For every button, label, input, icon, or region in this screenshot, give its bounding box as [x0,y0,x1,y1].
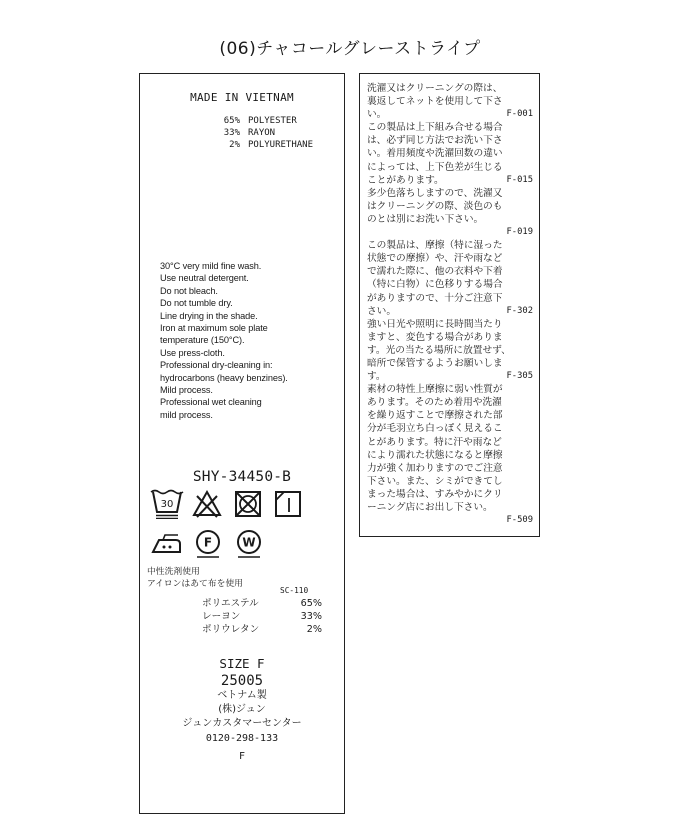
fiber-pct: 65% [223,116,240,126]
line-dry-shade-icon [274,490,302,518]
fiber-pct: 33% [223,128,240,138]
warning-line: まった場合は、すみやかにクリ [367,488,503,500]
maker-line: ジュンカスタマーセンター [182,718,302,730]
care-line: 30°C very mild fine wash. [160,261,262,271]
warning-line: 状態での摩擦）や、汗や雨など [367,253,503,265]
warning-text-span: ことがあります。 [367,174,444,186]
warning-line: のとは別にお洗い下さい。 [367,213,484,225]
warning-text-span: さい。 [367,305,397,317]
warning-line: ーニング店にお出し下さい。 [367,502,493,513]
fiber-row [210,127,340,139]
f-mark: F [238,751,246,762]
material-pct: 33% [300,611,322,622]
fiber-name: RAYON [248,128,276,138]
fiber-row [210,139,340,151]
warning-line: この製品は、摩擦（特に湿った [367,240,503,252]
warning-code: F-019 [506,227,533,238]
wet-clean-w-icon [234,529,264,559]
warning-line: この製品は上下組み合せる場合 [367,122,503,134]
warning-code: F-001 [506,109,533,120]
fiber-row [210,115,340,127]
page-title: (06)チャコールグレーストライプ [219,39,481,59]
warning-line [367,108,533,121]
maker-line: (株)ジュン [218,704,266,716]
iron-medium-icon [150,532,184,556]
care-line: temperature (150°C). [160,335,245,346]
warning-line [367,305,533,318]
warning-line [367,174,533,187]
fiber-pct: 2% [229,140,240,150]
care-line: Iron at maximum sole plate [160,323,268,334]
composition-jp [202,597,322,636]
wet-clean-letter: W [242,535,256,550]
care-line: Do not bleach. [160,285,218,296]
warning-line: により濡れた状態になると摩擦 [367,449,503,461]
composition-row [202,597,322,610]
care-line: mild process. [160,409,213,420]
care-label-left [139,73,345,814]
phone-number: 0120-298-133 [205,732,279,744]
maker-line: ベトナム製 [217,690,267,701]
fiber-name: POLYURETHANE [248,140,314,150]
care-line: Use press-cloth. [160,347,225,358]
composition-row [202,610,322,623]
warning-code: F-305 [506,371,533,382]
warning-line: 下さい。また、シミができてし [367,475,503,487]
care-line: hydrocarbons (heavy benzines). [160,372,288,383]
warning-text-span: い。 [367,109,387,121]
size-label: SIZE F [219,656,265,671]
warning-line: 多少色落ちしますので、洗濯又 [367,187,503,199]
warning-line: 裏返してネットを使用して下さ [367,96,503,108]
warning-line: ますと、変色する場合がありま [367,331,503,343]
warning-code: F-302 [506,305,533,316]
dry-clean-letter: F [203,535,213,550]
warning-line: 強い日光や照明に長時間当たり [367,318,503,330]
care-line: Use neutral detergent. [160,273,249,284]
warning-line: がありますので、十分ご注意下 [367,292,503,304]
warning-line: を繰り返すことで摩擦された部 [367,410,503,422]
warning-line: 力が強く加わりますのでご注意 [367,462,503,474]
care-jp-line: アイロンはあて布を使用 [147,579,243,589]
style-number: SHY-34450-B [192,469,292,485]
warning-line: 暗所で保管するようお願いしま [367,357,503,369]
made-in-label: MADE IN VIETNAM [190,91,294,104]
care-line: Line drying in the shade. [160,310,258,321]
care-instructions-jp [147,566,243,590]
no-bleach-icon [192,490,222,518]
material-name: ポリウレタン [202,624,260,635]
dry-clean-f-icon [193,529,223,559]
fiber-name: POLYESTER [248,116,297,126]
care-label-right [359,73,540,537]
care-jp-line: 中性洗剤使用 [147,567,200,577]
warning-text-span: す。 [367,371,386,383]
care-line: Professional wet cleaning [160,397,262,408]
wash-30-icon [150,487,184,519]
warning-code: F-015 [506,174,533,185]
warning-line: とがあります。特に汗や雨など [367,436,502,448]
care-instructions-en [160,260,288,421]
warning-line: す。光の当たる場所に放置せず、 [367,344,511,356]
warning-line: はクリーニングの際、淡色のも [367,200,503,212]
warning-line: 洗濯又はクリーニングの際は、 [367,83,503,94]
warning-line [367,370,533,383]
no-tumble-dry-icon [234,490,262,518]
warning-line: は、必ず同じ方法でお洗い下さ [367,135,503,147]
material-pct: 2% [306,624,322,635]
product-code: 25005 [220,673,264,689]
sc-code: SC-110 [280,586,309,595]
warning-line: 素材の特性上摩擦に弱い性質が [367,384,503,396]
warning-line: 分が毛羽立ち白っぽく見えるこ [367,423,503,435]
material-name: レーヨン [202,611,241,622]
warning-line: （特に白物）に色移りする場合 [367,279,503,291]
care-line: Mild process. [160,385,213,396]
care-line: Professional dry-cleaning in: [160,360,273,371]
warning-text [367,82,533,527]
warning-code: F-509 [506,515,533,526]
warning-line: によっては、上下色差が生じる [367,161,503,173]
material-name: ポリエステル [202,598,259,609]
maker-info [140,689,344,746]
warning-line: で濡れた際に、他の衣料や下着 [367,266,503,278]
wash-temp-label: 30 [160,499,174,510]
care-line: Do not tumble dry. [160,298,233,309]
warning-line: い。着用頻度や洗濯回数の違い [367,148,503,160]
warning-line: あります。そのため着用や洗濯 [367,397,502,409]
composition-row [202,623,322,636]
material-pct: 65% [300,598,322,609]
